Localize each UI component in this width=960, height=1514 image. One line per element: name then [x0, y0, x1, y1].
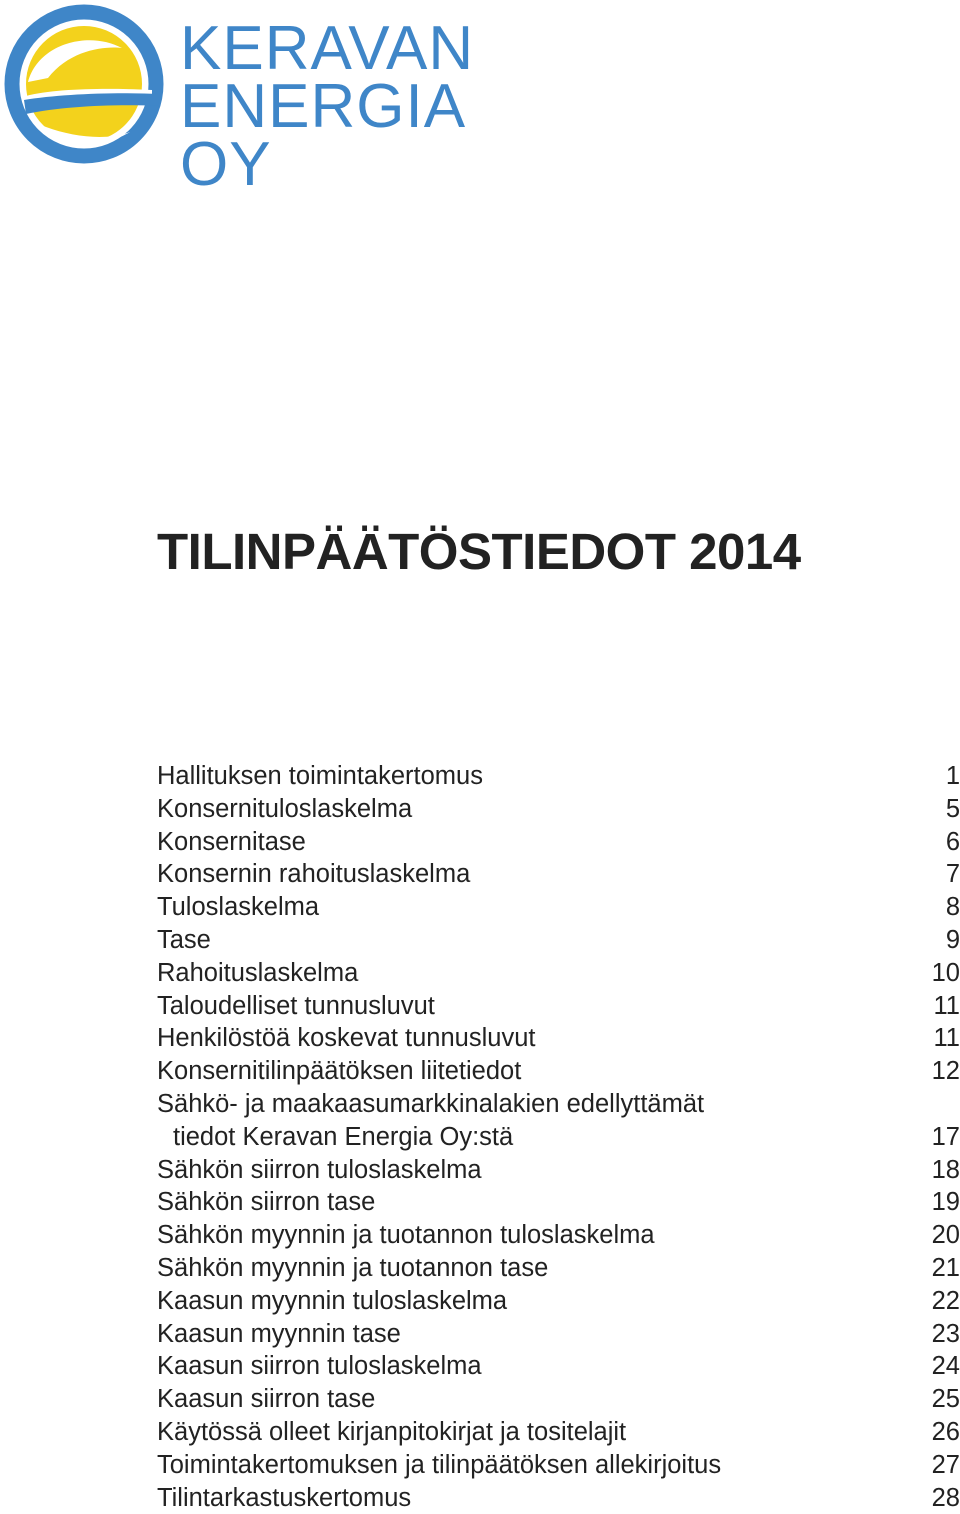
- toc-entry-page-number: 12: [931, 1057, 960, 1086]
- toc-entry: [157, 1186, 960, 1219]
- toc-entry-page-number: 17: [931, 1122, 960, 1151]
- toc-entry: [157, 957, 960, 990]
- toc-entry: [157, 1121, 960, 1154]
- toc-entry: [157, 1416, 960, 1449]
- toc-entry-label: Konsernin rahoituslaskelma: [157, 860, 471, 889]
- toc-entry-page-number: 18: [931, 1155, 960, 1184]
- toc-entry: [157, 1022, 960, 1055]
- toc-entry-label: Tase: [157, 925, 211, 954]
- toc-entry: [157, 1154, 960, 1187]
- toc-entry-page-number: 22: [931, 1286, 960, 1315]
- logo-wordmark: [180, 14, 560, 199]
- toc-entry-label: Kaasun myynnin tase: [157, 1319, 401, 1348]
- toc-entry-page-number: 7: [945, 860, 960, 889]
- table-of-contents: [157, 760, 960, 1514]
- toc-entry-label: Kaasun myynnin tuloslaskelma: [157, 1286, 508, 1315]
- toc-entry-label: Kaasun siirron tuloslaskelma: [157, 1352, 482, 1381]
- toc-entry: [157, 1350, 960, 1383]
- toc-entry-page-number: 11: [933, 1024, 960, 1053]
- toc-entry-label: Kaasun siirron tase: [157, 1385, 376, 1414]
- toc-entry: [157, 924, 960, 957]
- toc-entry-page-number: 20: [931, 1221, 960, 1250]
- toc-entry: [157, 1482, 960, 1514]
- document-title: TILINPÄÄTÖSTIEDOT 2014: [157, 523, 801, 580]
- toc-entry-page-number: 27: [931, 1450, 960, 1479]
- toc-entry-label: Käytössä olleet kirjanpitokirjat ja tositelajit: [157, 1417, 627, 1446]
- toc-entry-label: Toimintakertomuksen ja tilinpäätöksen allekirjoitus: [157, 1450, 722, 1479]
- toc-entry-label: Sähkön siirron tase: [157, 1188, 376, 1217]
- toc-entry: [157, 1252, 960, 1285]
- toc-entry-label: Rahoituslaskelma: [157, 958, 359, 987]
- toc-entry-label: Konsernituloslaskelma: [157, 794, 413, 823]
- company-logo: [0, 0, 560, 199]
- toc-entry-page-number: 11: [933, 991, 960, 1020]
- toc-entry-page-number: 28: [931, 1483, 960, 1512]
- toc-entry-label: Hallituksen toimintakertomus: [157, 762, 483, 790]
- toc-entry-label: Tilintarkastuskertomus: [157, 1483, 412, 1512]
- toc-entry-label: Konsernitase: [157, 827, 306, 856]
- toc-entry-page-number: 9: [945, 925, 960, 954]
- toc-entry-label: Sähkö- ja maakaasumarkkinalakien edellyttämät: [157, 1089, 705, 1118]
- logo-line-1: KERAVAN: [180, 14, 475, 83]
- toc-entry-page-number: 21: [931, 1253, 960, 1282]
- toc-entry-page-number: 6: [945, 827, 960, 856]
- toc-entry-label: Henkilöstöä koskevat tunnusluvut: [157, 1024, 536, 1053]
- toc-entry: [157, 1449, 960, 1482]
- logo-line-2: ENERGIA OY: [180, 72, 463, 199]
- toc-entry-label: Konsernitilinpäätöksen liitetiedot: [157, 1057, 522, 1086]
- toc-entry: [157, 1055, 960, 1088]
- toc-entry: [157, 1318, 960, 1351]
- toc-entry-label: Taloudelliset tunnusluvut: [157, 991, 435, 1020]
- toc-entry: [157, 793, 960, 826]
- toc-entry: [157, 1088, 960, 1121]
- toc-entry-page-number: 1: [945, 762, 960, 790]
- toc-entry: [157, 1383, 960, 1416]
- toc-entry-page-number: 25: [931, 1385, 960, 1414]
- toc-entry: [157, 891, 960, 924]
- toc-entry-page-number: 10: [931, 958, 960, 987]
- keravan-energia-e-logo-icon: [4, 4, 166, 164]
- toc-entry-page-number: 26: [931, 1417, 960, 1446]
- toc-entry-page-number: 8: [945, 893, 960, 922]
- toc-entry: [157, 826, 960, 859]
- toc-entry: [157, 858, 960, 891]
- toc-entry-page-number: 23: [931, 1319, 960, 1348]
- toc-entry: [157, 760, 960, 793]
- toc-entry-label: Sähkön siirron tuloslaskelma: [157, 1155, 482, 1184]
- toc-entry-page-number: 5: [945, 794, 960, 823]
- toc-entry: [157, 990, 960, 1023]
- toc-entry-page-number: 19: [931, 1188, 960, 1217]
- toc-entry-page-number: 24: [931, 1352, 960, 1381]
- toc-entry: [157, 1285, 960, 1318]
- toc-entry-label: Tuloslaskelma: [157, 893, 320, 922]
- toc-entry-label: Sähkön myynnin ja tuotannon tase: [157, 1253, 549, 1282]
- toc-entry-label: tiedot Keravan Energia Oy:stä: [173, 1122, 514, 1151]
- toc-entry: [157, 1219, 960, 1252]
- toc-entry-label: Sähkön myynnin ja tuotannon tuloslaskelma: [157, 1221, 655, 1250]
